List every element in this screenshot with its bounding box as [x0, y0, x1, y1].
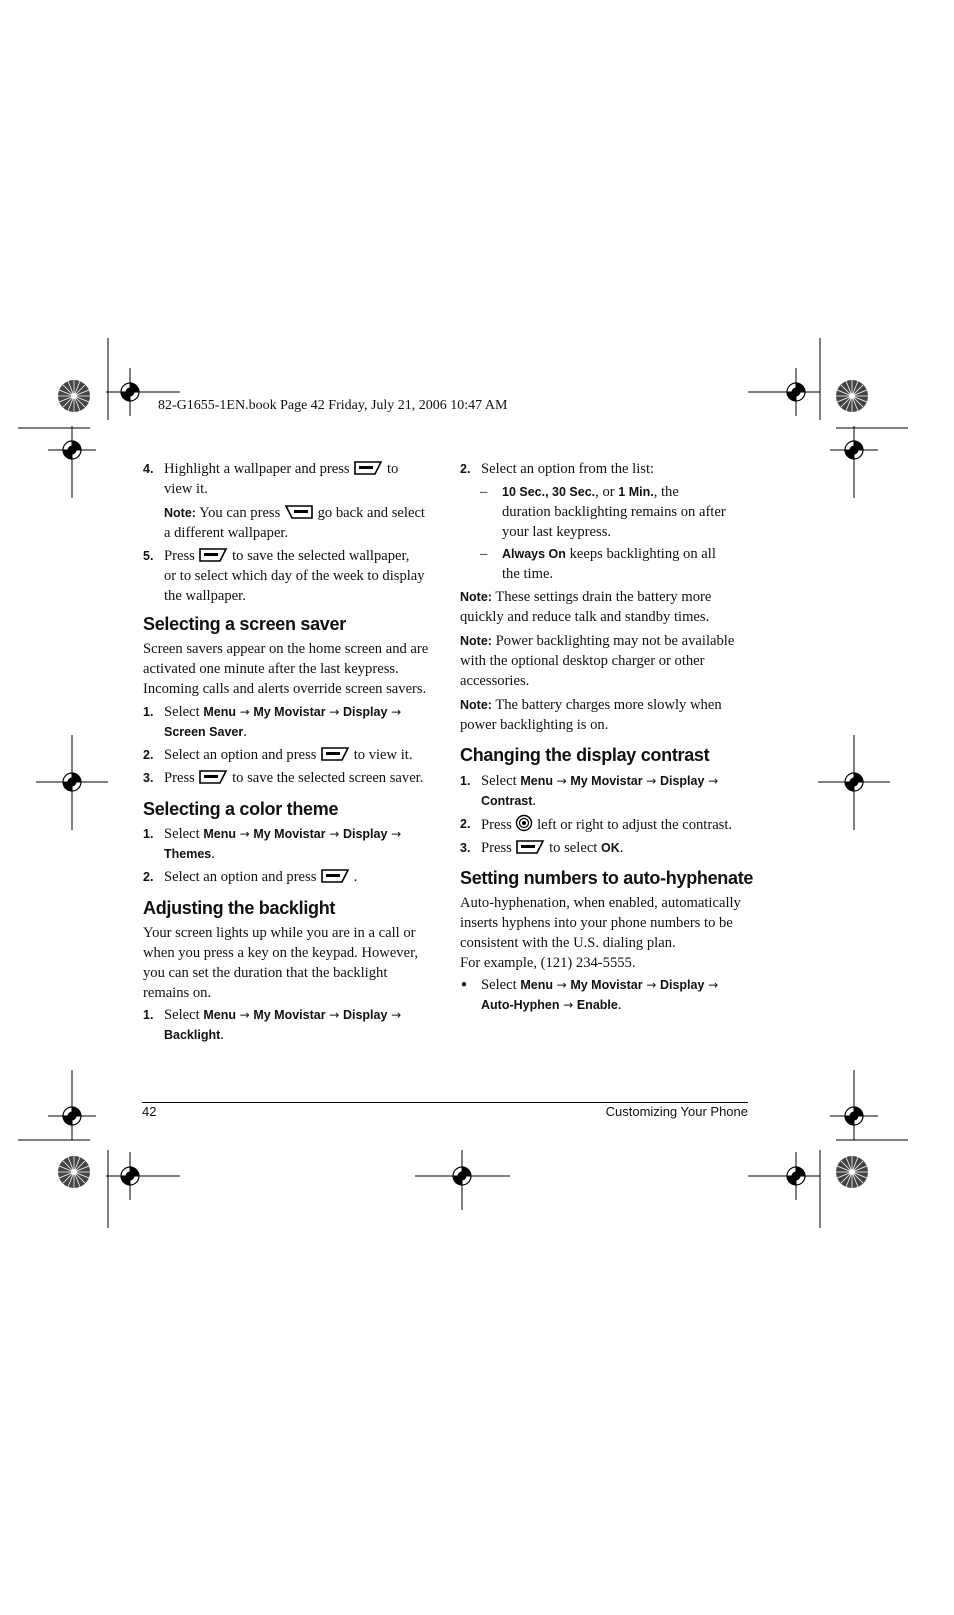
color-theme-steps	[143, 824, 464, 887]
navigation-key-icon	[515, 814, 533, 832]
step-1: 1. Select Menu → My Movistar → Display → Themes.	[143, 826, 402, 862]
step-3: 3. Press to save the selected screen saver.	[143, 770, 424, 786]
footer-rule	[142, 1102, 748, 1103]
section-backlight: Adjusting the backlight Your screen lights up while you are in a call or when you press a key on the keypad. However, you can set the duration that the backlight remains on.	[143, 897, 443, 1003]
registration-star-icon	[836, 380, 868, 412]
section-heading: Adjusting the backlight	[143, 898, 336, 918]
section-screen-saver: Selecting a screen saver Screen savers appear on the home screen and are activated one minute after the last keypress. Incoming calls and alerts override screen savers.	[143, 613, 443, 699]
step-2: 2. Select an option and press .	[143, 869, 358, 885]
step-1: 1. Select Menu → My Movistar → Display → Screen Saver.	[143, 704, 402, 740]
note-charging: Note: The battery charges more slowly when power backlighting is on.	[460, 697, 722, 733]
list-item: • Select Menu → My Movistar → Display → Auto-Hyphen → Enable.	[460, 977, 719, 1013]
step-3: 3. Press to select OK.	[460, 840, 624, 856]
step-4: 4. Highlight a wallpaper and press to view it.	[143, 461, 399, 497]
step-1: 1. Select Menu → My Movistar → Display → Backlight.	[143, 1007, 402, 1043]
section-heading: Selecting a screen saver	[143, 614, 346, 634]
backlight-options	[480, 482, 742, 584]
backlight-step-2	[460, 459, 781, 479]
list-item: – Always On keeps backlighting on all the time.	[480, 546, 716, 582]
section-auto-hyphenate: Setting numbers to auto-hyphenate Auto-hyphenation, when enabled, automatically inserts hyphens into your phone numbers to be consistent with the U.S. dialing plan. For example, (121) 234-5555.	[460, 867, 760, 973]
step-2: 2. Select an option from the list:	[460, 461, 655, 477]
section-heading: Changing the display contrast	[460, 745, 710, 765]
notes	[460, 587, 760, 735]
right-softkey-icon	[198, 547, 228, 563]
screen-saver-steps	[143, 702, 464, 788]
right-softkey-icon	[515, 839, 545, 855]
note-wallpaper: Note: You can press go back and select a different wallpaper.	[164, 505, 425, 541]
step-number: 4.	[143, 462, 154, 476]
step-2: 2. Press left or right to adjust the contrast.	[481, 814, 781, 835]
step-5: 5. Press to save the selected wallpaper, or to select which day of the week to display the wallpaper.	[143, 548, 425, 604]
note-desktop-charger: Note: Power backlighting may not be available with the optional desktop charger or other accessories.	[460, 633, 735, 689]
page-number: 42	[142, 1104, 157, 1119]
registration-star-icon	[836, 1156, 868, 1188]
print-header: 82-G1655-1EN.book Page 42 Friday, July 21, 2006 10:47 AM	[158, 398, 508, 413]
section-contrast	[460, 744, 760, 766]
section-color-theme	[143, 798, 443, 820]
left-column	[143, 459, 464, 606]
step-1: 1. Select Menu → My Movistar → Display → Contrast.	[460, 773, 719, 809]
note-battery-drain: Note: These settings drain the battery more quickly and reduce talk and standby times.	[460, 589, 712, 625]
right-softkey-icon	[320, 868, 350, 884]
section-heading: Selecting a color theme	[143, 799, 339, 819]
backlight-steps	[143, 1005, 464, 1045]
right-softkey-icon	[320, 746, 350, 762]
auto-hyphenate-steps	[460, 975, 781, 1015]
step-2: 2. Select an option and press to view it.	[143, 747, 413, 763]
left-softkey-icon	[284, 504, 314, 520]
right-softkey-icon	[198, 769, 228, 785]
contrast-steps	[460, 771, 781, 858]
registration-star-icon	[58, 380, 90, 412]
registration-star-icon	[58, 1156, 90, 1188]
chapter-title: Customizing Your Phone	[605, 1104, 748, 1119]
section-heading: Setting numbers to auto-hyphenate	[460, 868, 754, 888]
right-softkey-icon	[353, 460, 383, 476]
list-item: – 10 Sec., 30 Sec., or 1 Min., the duration backlighting remains on after your last keypress.	[480, 484, 726, 540]
